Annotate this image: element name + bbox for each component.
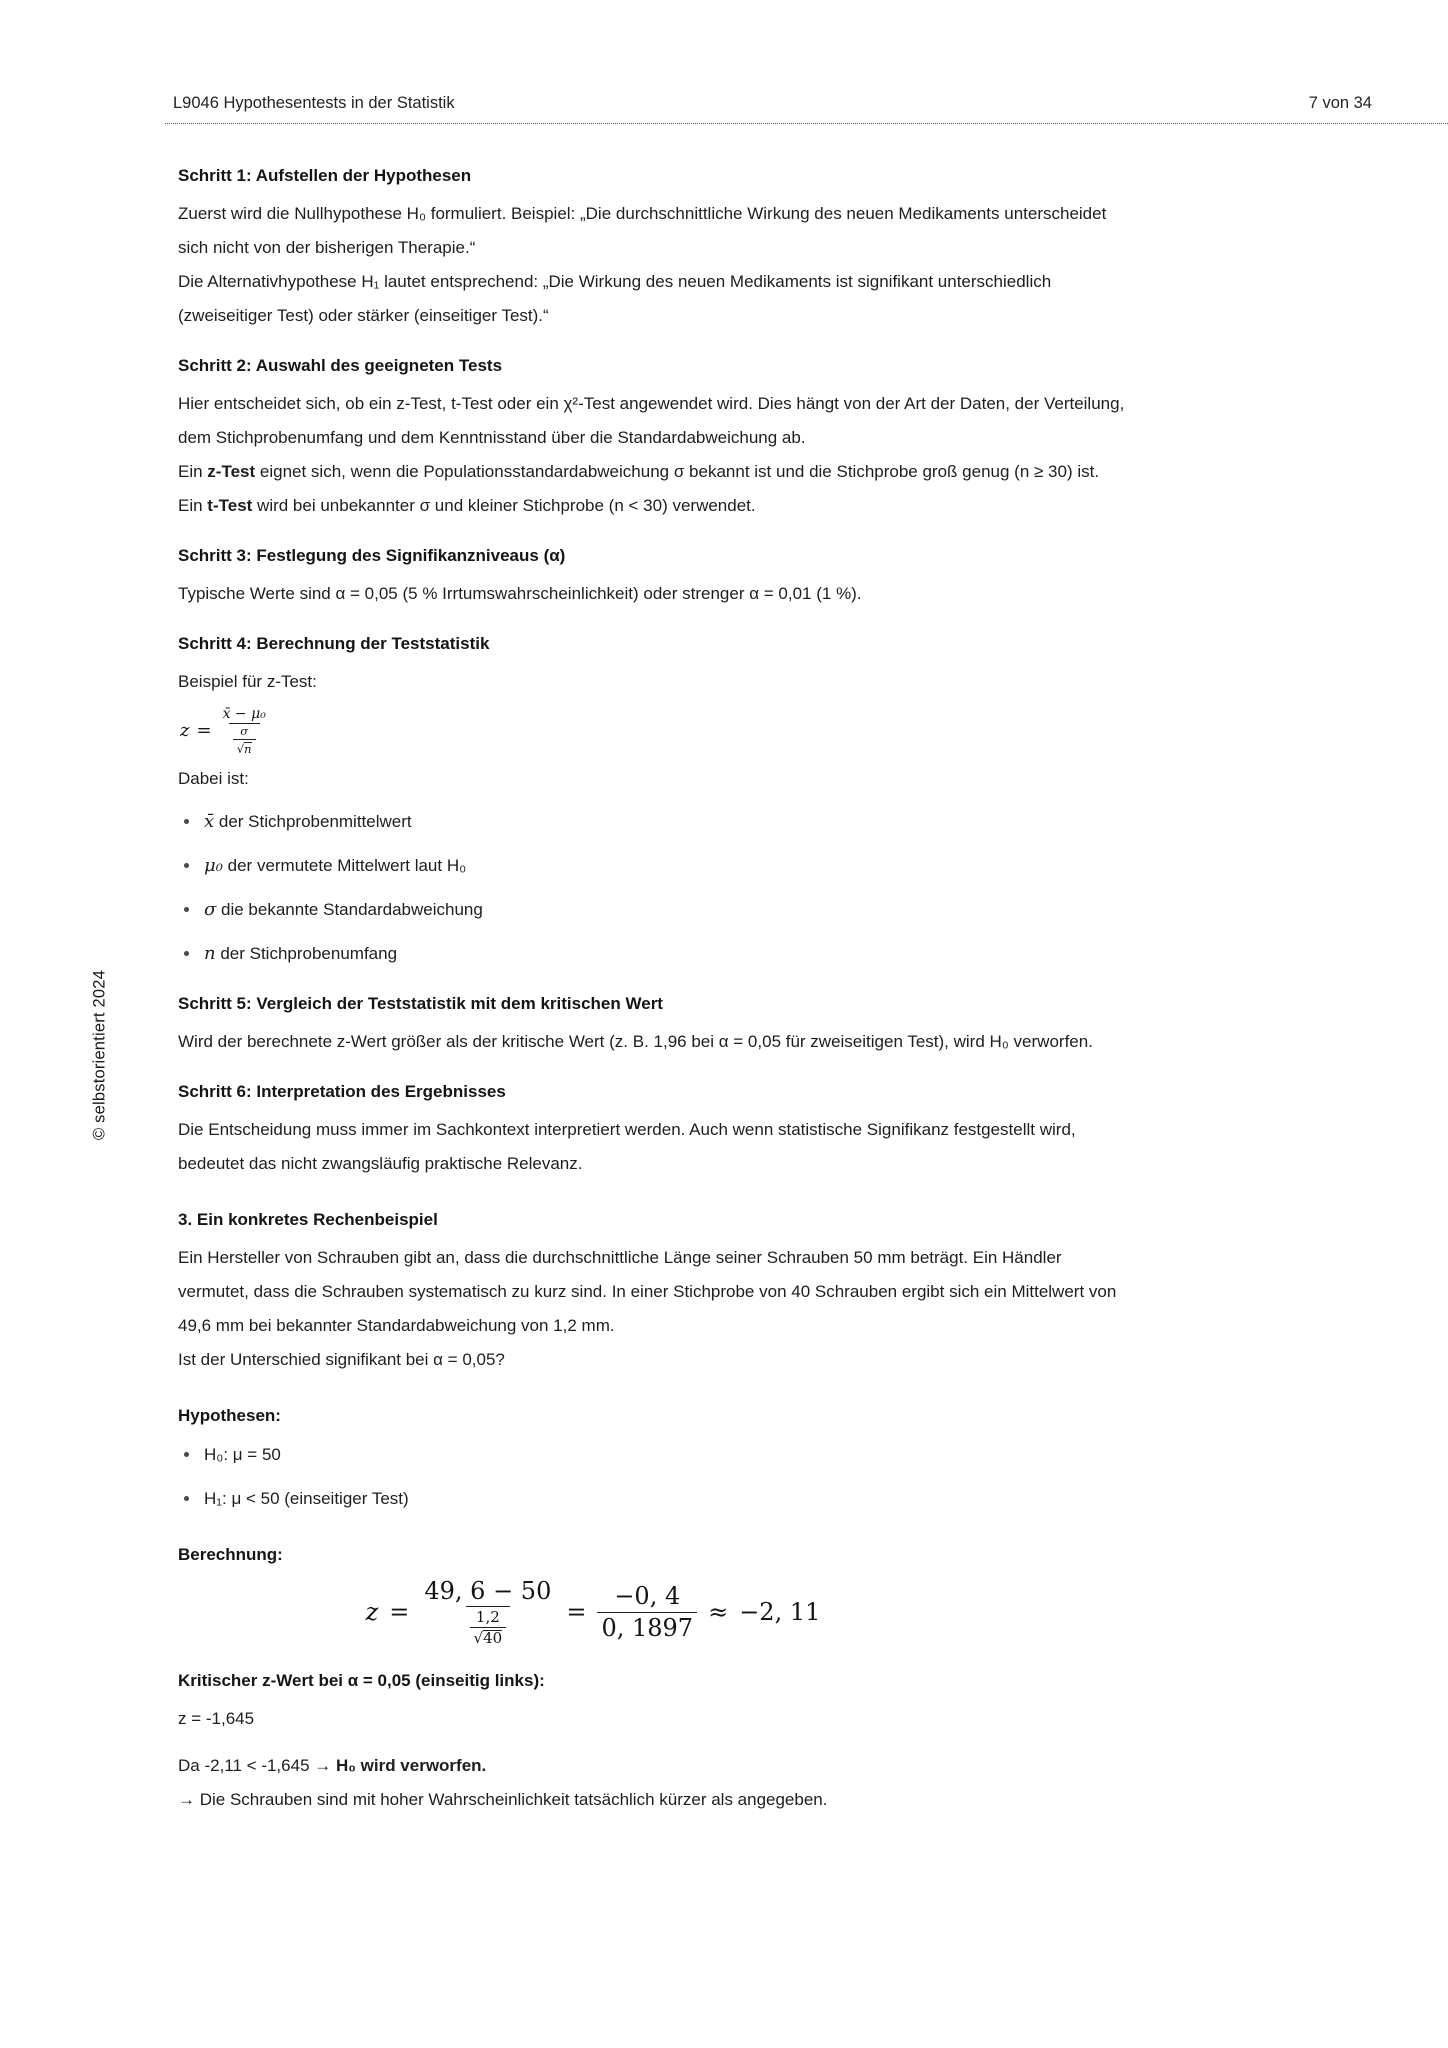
- formula-approx: ≈: [708, 1597, 729, 1626]
- sqrt-expression: [237, 742, 252, 756]
- list-item: [178, 805, 1133, 839]
- document-content: [178, 163, 1133, 1817]
- heading-schritt-5: Schritt 5: Vergleich der Teststatistik mit dem kritischen Wert: [178, 993, 663, 1013]
- heading-schritt-2: Schritt 2: Auswahl des geeigneten Tests: [178, 356, 503, 375]
- nested-numerator: 1,2: [475, 1608, 500, 1627]
- list-item: [178, 893, 1133, 927]
- heading-hypothesen: Hypothesen:: [178, 1405, 281, 1425]
- formula-lhs: z: [365, 1597, 379, 1626]
- heading-schritt-6: Schritt 6: Interpretation des Ergebnisses: [178, 1081, 506, 1101]
- bullet-dot-icon: [184, 863, 189, 868]
- nested-denominator: [233, 739, 256, 756]
- paragraph-s3-1: Typische Werte sind α = 0,05 (5 % Irrtumswahrscheinlichkeit) oder strenger α = 0,01 (1 %).: [178, 584, 862, 603]
- copyright-vertical-label: © selbstorientiert 2024: [90, 970, 109, 1140]
- nested-fraction: [470, 1609, 507, 1648]
- heading-kritischer-z-wert: Kritischer z-Wert bei α = 0,05 (einseitig links):: [178, 1670, 545, 1690]
- list-item-text: μ₀ der vermutete Mittelwert laut H₀: [204, 854, 467, 876]
- list-item-text: n der Stichprobenumfang: [204, 942, 398, 964]
- bullet-dot-icon: [184, 951, 189, 956]
- heading-berechnung: Berechnung:: [178, 1544, 283, 1564]
- formula-fraction: [219, 706, 270, 757]
- radicand: 40: [483, 1629, 503, 1648]
- paragraph-s7-2: Ist der Unterschied signifikant bei α = 0,05?: [178, 1349, 505, 1369]
- formula-lhs: z: [180, 719, 190, 741]
- fraction-denominator: 0, 1897: [597, 1612, 697, 1643]
- paragraph-s6-1: Die Entscheidung muss immer im Sachkontext interpretiert werden. Auch wenn statistische Signifikanz festgestellt wird, bedeutet das nicht zwangsläufig praktische Relevanz.: [178, 1119, 1076, 1173]
- nested-numerator: σ: [240, 724, 249, 739]
- bullet-dot-icon: [184, 1496, 189, 1501]
- paragraph-s5-1: Wird der berechnete z-Wert größer als der kritische Wert (z. B. 1,96 bei α = 0,05 für zweiseitigen Test), wird H₀ verworfen.: [178, 1031, 1093, 1051]
- formula-equals-2: =: [566, 1597, 587, 1626]
- calculation-formula: [178, 1578, 1008, 1648]
- bullet-dot-icon: [184, 819, 189, 824]
- heading-schritt-1: Schritt 1: Aufstellen der Hypothesen: [178, 166, 472, 185]
- formula-equals: =: [389, 1597, 410, 1626]
- page-number: 7 von 34: [1308, 94, 1372, 112]
- paragraph-s1-1: Zuerst wird die Nullhypothese H₀ formuliert. Beispiel: „Die durchschnittliche Wirkung des neuen Medikaments unterscheidet sich nicht von der bisherigen Therapie.“: [178, 204, 1107, 257]
- paragraph-s1-2: Die Alternativhypothese H₁ lautet entsprechend: „Die Wirkung des neuen Medikaments ist signifikant unterschiedlich (zweiseitiger Test) oder stärker (einseitiger Test).“: [178, 272, 1052, 325]
- formula-result: −2, 11: [739, 1597, 821, 1626]
- formula-fraction-1: [420, 1578, 555, 1648]
- paragraph-s2-3: Ein t-Test wird bei unbekannter σ und kleiner Stichprobe (n < 30) verwendet.: [178, 496, 756, 515]
- paragraph-s10-1: z = -1,645: [178, 1708, 255, 1728]
- list-item: [178, 849, 1133, 883]
- fraction-numerator: x̄ − μ₀: [222, 706, 266, 722]
- fraction-denominator: [229, 723, 260, 756]
- list-item-text: H₁: μ < 50 (einseitiger Test): [204, 1488, 409, 1508]
- sqrt-expression: [474, 1629, 503, 1647]
- fraction-numerator: 49, 6 − 50: [424, 1576, 552, 1605]
- paragraph-s2-2: Ein z-Test eignet sich, wenn die Populationsstandardabweichung σ bekannt ist und die Stichprobe groß genug (n ≥ 30) ist.: [178, 462, 1100, 481]
- list-item: [178, 1438, 1133, 1472]
- header-title: L9046 Hypothesentests in der Statistik: [173, 94, 455, 112]
- radical-sign: √: [236, 742, 245, 757]
- list-item-text: x̄ der Stichprobenmittelwert: [204, 810, 412, 832]
- paragraph-s7-1: Ein Hersteller von Schrauben gibt an, dass die durchschnittliche Länge seiner Schrauben 50 mm beträgt. Ein Händler vermutet, dass die Schrauben systematisch zu kurz sind. In einer Stichprobe von 40 Schrauben ergibt sich ein Mittelwert von 49,6 mm bei bekannter Standardabweichung von 1,2 mm.: [178, 1247, 1117, 1335]
- z-test-formula: [180, 706, 1133, 757]
- fraction-numerator: −0, 4: [614, 1581, 681, 1610]
- formula-equals: =: [196, 719, 212, 741]
- list-item-text: σ die bekannte Standardabweichung: [204, 898, 483, 920]
- list-item: [178, 937, 1133, 971]
- bullet-dot-icon: [184, 907, 189, 912]
- formula-fraction-2: [597, 1583, 697, 1642]
- hypotheses-list: [178, 1438, 1133, 1516]
- heading-rechenbeispiel: 3. Ein konkretes Rechenbeispiel: [178, 1209, 438, 1229]
- heading-schritt-3: Schritt 3: Festlegung des Signifikanzniveaus (α): [178, 546, 566, 565]
- interpretation-line: → Die Schrauben sind mit hoher Wahrscheinlichkeit tatsächlich kürzer als angegeben.: [178, 1789, 828, 1809]
- paragraph-s2-1: Hier entscheidet sich, ob ein z-Test, t-Test oder ein χ²-Test angewendet wird. Dies hängt von der Art der Daten, der Verteilung, dem Stichprobenumfang und dem Kenntnisstand über die Standardabweichung ab.: [178, 394, 1125, 447]
- fraction-denominator: [466, 1606, 511, 1648]
- bullet-dot-icon: [184, 1452, 189, 1457]
- nested-fraction: [233, 725, 256, 756]
- radical-sign: √: [473, 1629, 484, 1648]
- nested-denominator: [470, 1627, 507, 1647]
- heading-schritt-4: Schritt 4: Berechnung der Teststatistik: [178, 634, 490, 653]
- radicand: n: [244, 742, 252, 757]
- list-item-text: H₀: μ = 50: [204, 1444, 281, 1464]
- paragraph-s4-2: Dabei ist:: [178, 768, 249, 788]
- conclusion-line: Da -2,11 < -1,645 → H₀ wird verworfen.: [178, 1755, 487, 1775]
- paragraph-s4-1: Beispiel für z-Test:: [178, 672, 317, 691]
- page-header: [165, 94, 1448, 124]
- variable-definition-list: [178, 805, 1133, 971]
- list-item: [178, 1482, 1133, 1516]
